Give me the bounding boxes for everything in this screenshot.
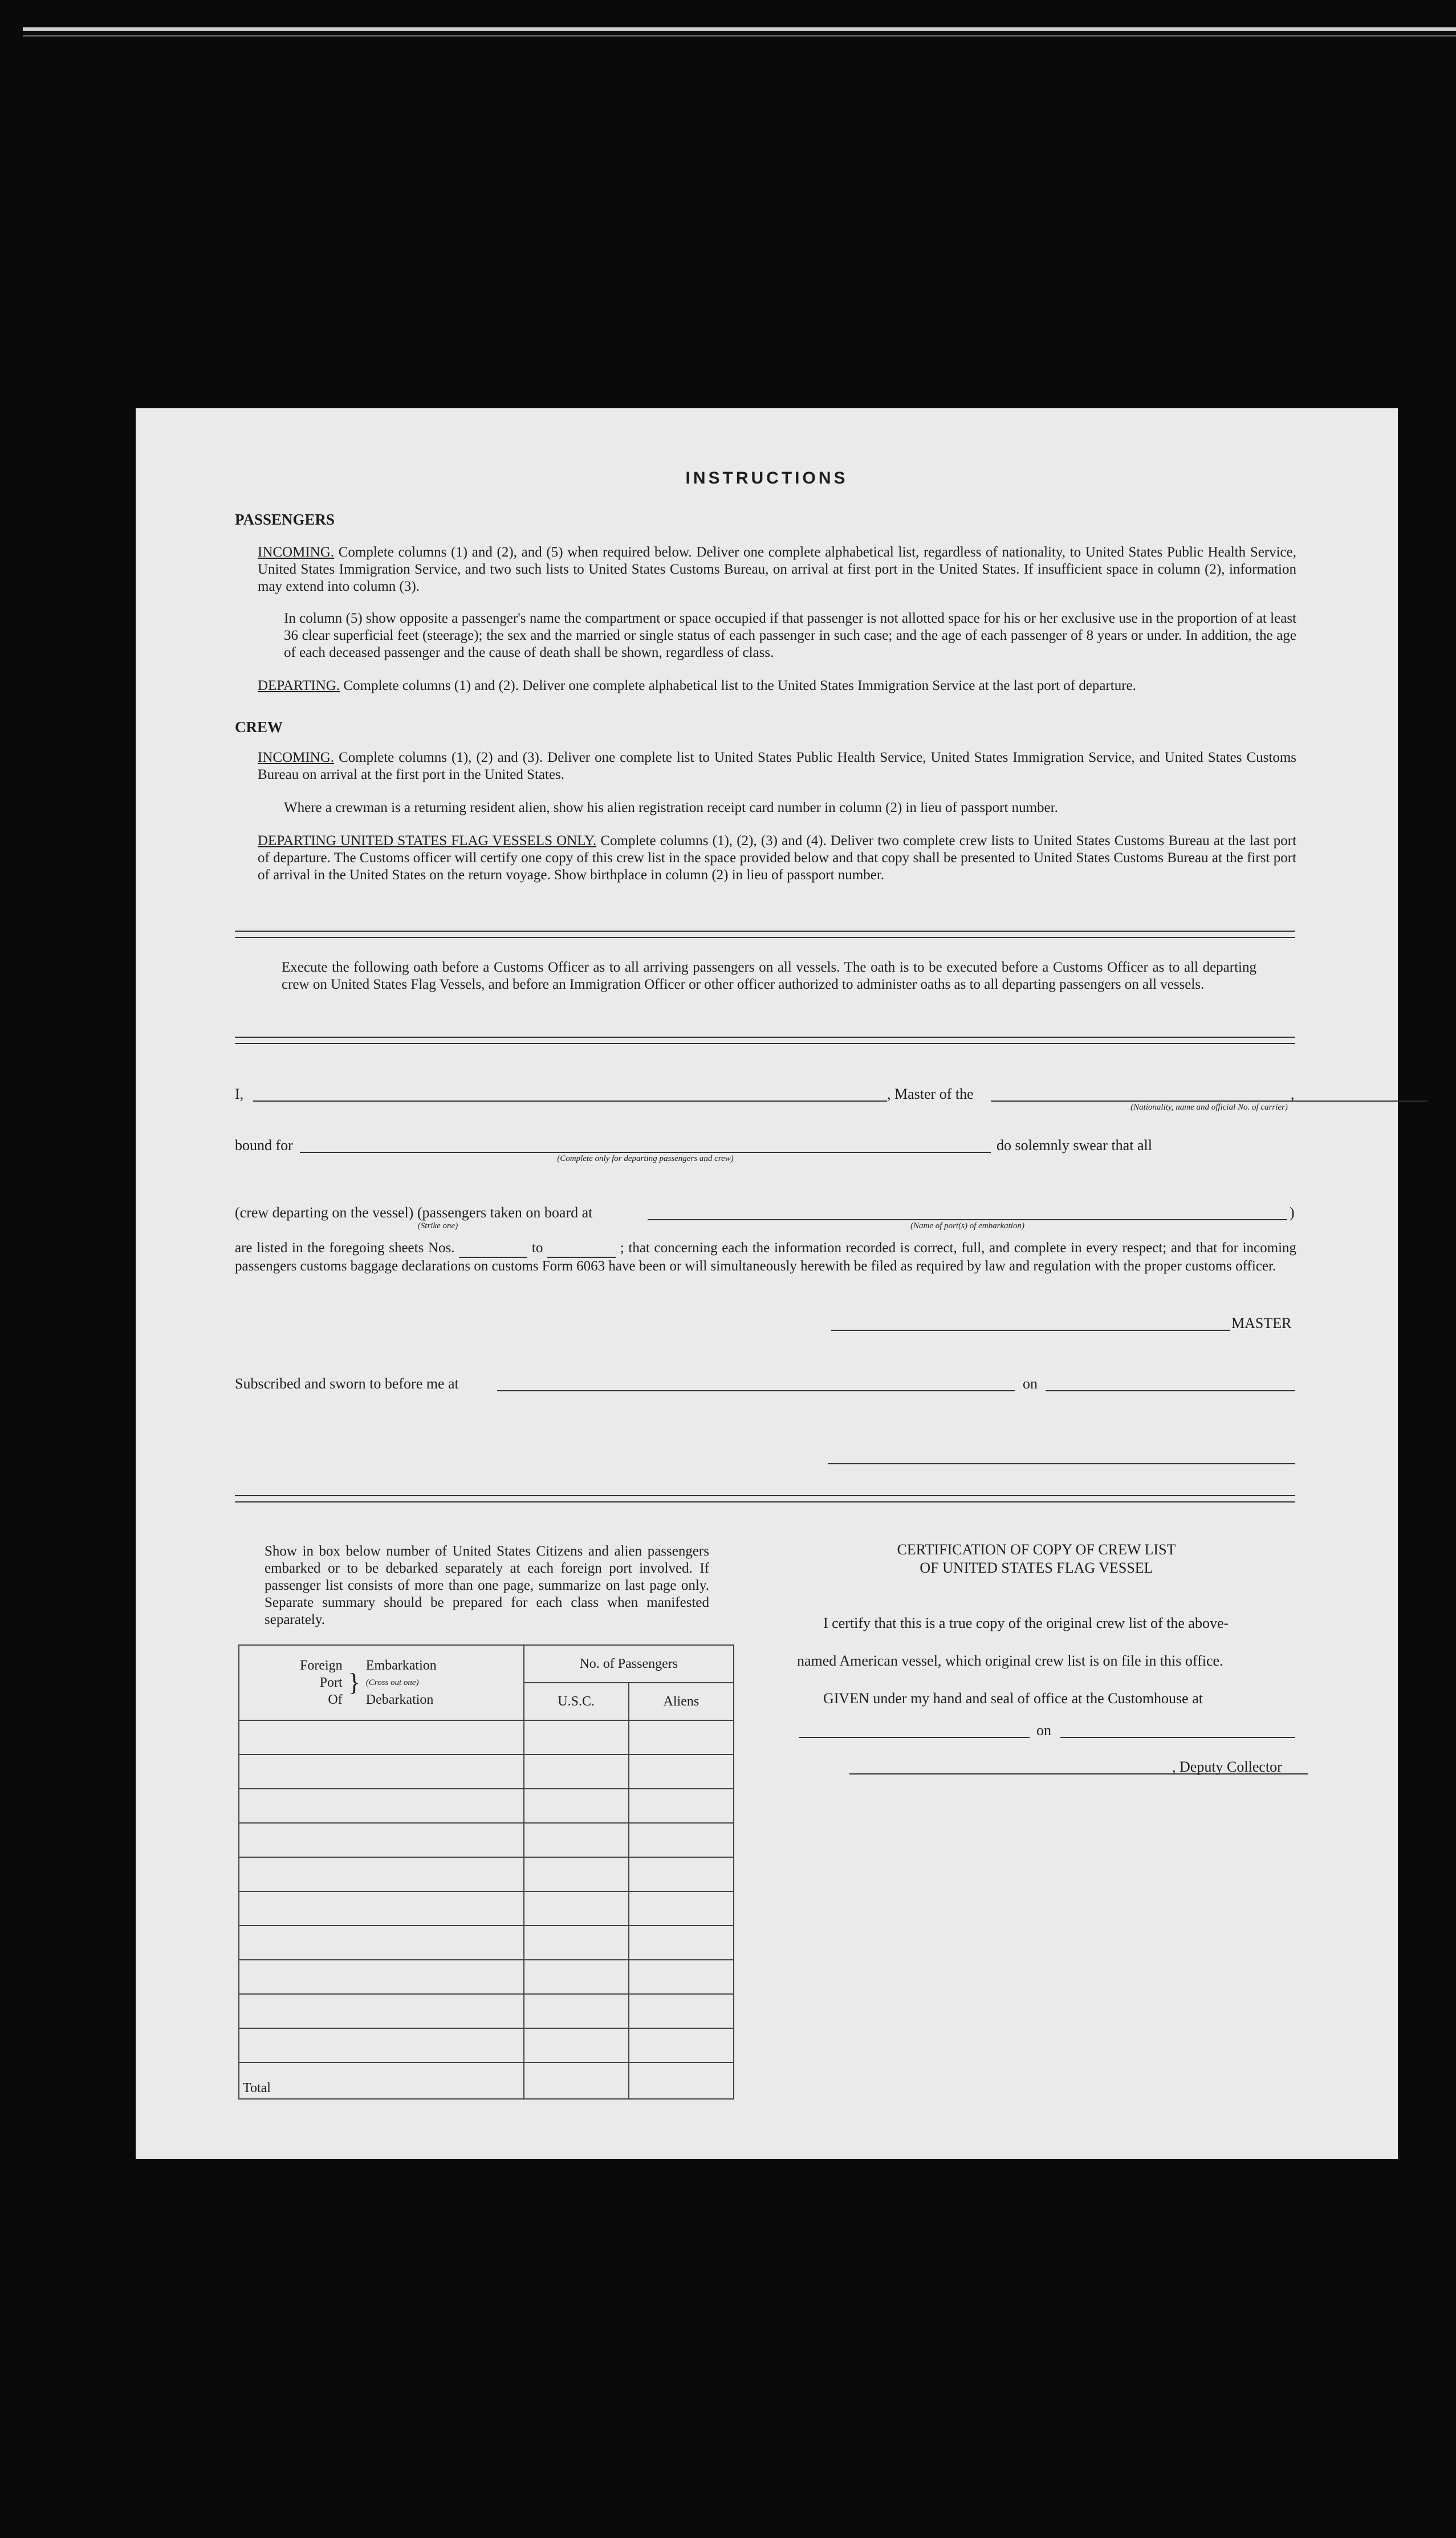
port-caption: (Name of port(s) of embarkation) (910, 1221, 1024, 1231)
listed-to: to (531, 1240, 543, 1256)
brace-icon: } (348, 1668, 360, 1696)
usc-cell[interactable] (524, 2028, 629, 2062)
port-label: Port (319, 1675, 343, 1690)
sworn-on-label: on (1023, 1375, 1038, 1392)
debarkation-label: Debarkation (365, 1692, 434, 1707)
aliens-cell[interactable] (629, 1994, 734, 2028)
total-aliens-cell[interactable] (629, 2062, 734, 2099)
port-cell[interactable] (239, 1891, 524, 1926)
no-passengers-header: No. of Passengers (524, 1645, 734, 1683)
section-divider (235, 931, 1295, 938)
passengers-departing (258, 677, 1296, 695)
usc-cell[interactable] (524, 1891, 629, 1926)
port-cell[interactable] (239, 1823, 524, 1857)
section-divider (235, 1495, 1295, 1503)
aliens-cell[interactable] (629, 1891, 734, 1926)
passengers-column5: In column (5) show opposite a passenger's name the compartment or space occupied if that passenger is not allotted space for his or her exclusive use in the proportion of at least 36 clear superficial feet (steerage); the sex and the married or single status of each passenger in such case; and the age of each passenger of 8 years or under. In addition, the age of each deceased passenger and the cause of death shall be shown, regardless of class. (284, 611, 1296, 660)
oath-close-paren: ) (1290, 1204, 1295, 1221)
officer-signature-field[interactable] (828, 1463, 1295, 1464)
customhouse-field[interactable] (799, 1737, 1030, 1738)
oath-swear: do solemnly swear that all (997, 1137, 1152, 1154)
table-row (239, 1891, 734, 1926)
sworn-date-field[interactable] (1046, 1390, 1295, 1391)
crew-incoming (258, 749, 1296, 783)
aliens-cell[interactable] (629, 1823, 734, 1857)
carrier-field[interactable] (991, 1101, 1427, 1102)
passengers-incoming-text: Complete columns (1) and (2), and (5) when required below. Deliver one complete alphabetical list, regardless of nationality, to United States Public Health Service, United States Immigration Service, and two such lists to United States Customs Bureau, on arrival at first port in the United States. If insufficient space in column (2), information may extend into column (3). (258, 545, 1297, 594)
crew-resident: Where a crewman is a returning resident alien, show his alien registration receipt card number in column (2) in lieu of passport number. (284, 800, 1058, 815)
table-row (239, 1994, 734, 2028)
certification-on: on (1036, 1722, 1051, 1739)
aliens-cell[interactable] (629, 1926, 734, 1960)
port-cell[interactable] (239, 2028, 524, 2062)
oath-crew-passengers: (crew departing on the vessel) (passengers taken on board at (235, 1204, 593, 1221)
usc-cell[interactable] (524, 1857, 629, 1891)
table-row (239, 1755, 734, 1789)
port-cell[interactable] (239, 1960, 524, 1994)
master-name-field[interactable] (253, 1101, 887, 1102)
bound-for-field[interactable] (300, 1152, 991, 1153)
carrier-caption: (Nationality, name and official No. of carrier) (1130, 1103, 1288, 1112)
certification-title-line2: OF UNITED STATES FLAG VESSEL (920, 1560, 1153, 1576)
passengers-departing-text: Complete columns (1) and (2). Deliver one complete alphabetical list to the United States Immigration Service at the last port of departure. (343, 678, 1136, 693)
sworn-location-field[interactable] (497, 1390, 1015, 1391)
subscribed-label: Subscribed and sworn to before me at (235, 1375, 459, 1392)
foreign-label: Foreign (300, 1658, 343, 1673)
table-row (239, 1720, 734, 1755)
table-row (239, 1823, 734, 1857)
crew-departing (258, 833, 1296, 884)
crew-departing-label: DEPARTING UNITED STATES FLAG VESSELS ONLY. (258, 833, 597, 848)
usc-cell[interactable] (524, 1755, 629, 1789)
port-cell[interactable] (239, 1755, 524, 1789)
listed-rest: ; that concerning each the information recorded is correct, full, and complete in every respect; and that for incoming passengers customs baggage declarations on customs Form 6063 have been or will simultaneously herewith be filed as required by law and regulation with the proper customs officer. (235, 1240, 1297, 1274)
sheet-from-field[interactable] (459, 1240, 527, 1258)
passengers-departing-label: DEPARTING. (258, 678, 340, 693)
usc-header: U.S.C. (524, 1683, 629, 1720)
oath-instruction: Execute the following oath before a Customs Officer as to all arriving passengers on all vessels. The oath is to be executed before a Customs Officer as to all departing crew on United States Flag Vessels, and before an Immigration Officer or other officer authorized to administer oaths as to all departing passengers on all vessels. (282, 960, 1256, 992)
crew-incoming-label: INCOMING. (258, 750, 335, 765)
crew-departing-text: Complete columns (1), (2), (3) and (4). Deliver two complete crew lists to United States Customs Bureau at the last port of departure. The Customs officer will certify one copy of this crew list in the space provided below and that copy shall be presented to United States Customs Bureau at the first port of arrival in the United States on the return voyage. Show birthplace in column (2) in lieu of passport number. (258, 833, 1297, 883)
table-row (239, 1960, 734, 1994)
scan-top-edge (23, 27, 1456, 31)
table-row (239, 1857, 734, 1891)
passengers-incoming (258, 544, 1296, 595)
usc-cell[interactable] (524, 1823, 629, 1857)
summary-instruction: Show in box below number of United States Citizens and alien passengers embarked or to be debarked separately at each foreign port involved. If passenger list consists of more than one page, summarize on last page only. Separate summary should be prepared for each class when manifested separately. (265, 1544, 709, 1627)
aliens-header: Aliens (629, 1683, 734, 1720)
bound-caption: (Complete only for departing passengers and crew) (557, 1154, 734, 1163)
usc-cell[interactable] (524, 1960, 629, 1994)
port-cell[interactable] (239, 1926, 524, 1960)
crew-heading: CREW (235, 718, 283, 736)
embarkation-port-field[interactable] (648, 1219, 1287, 1220)
page-title: INSTRUCTIONS (685, 469, 848, 488)
crew-incoming-text: Complete columns (1), (2) and (3). Deliver one complete list to United States Public Health Service, United States Immigration Service, and United States Customs Bureau on arrival at the first port in the United States. (258, 750, 1297, 782)
document-page (136, 408, 1398, 2159)
table-row (239, 1789, 734, 1823)
aliens-cell[interactable] (629, 1755, 734, 1789)
strike-caption: (Strike one) (417, 1221, 458, 1231)
oath-listed (235, 1240, 1296, 1275)
usc-cell[interactable] (524, 1926, 629, 1960)
certification-title-line1: CERTIFICATION OF COPY OF CREW LIST (897, 1541, 1176, 1558)
port-cell[interactable] (239, 1857, 524, 1891)
passengers-incoming-label: INCOMING. (258, 545, 335, 560)
usc-cell[interactable] (524, 1994, 629, 2028)
scan-top-edge-shadow (23, 35, 1456, 36)
cross-out-label: (Cross out one) (365, 1678, 419, 1687)
total-usc-cell[interactable] (524, 2062, 629, 2099)
master-signature-field[interactable] (831, 1330, 1230, 1331)
port-cell[interactable] (239, 1994, 524, 2028)
port-cell[interactable] (239, 1720, 524, 1755)
usc-cell[interactable] (524, 1789, 629, 1823)
oath-i-label: I, (235, 1086, 244, 1102)
oath-master-of: , Master of the (887, 1086, 974, 1102)
port-header-cell (239, 1645, 524, 1720)
passengers-heading: PASSENGERS (235, 511, 335, 528)
aliens-cell[interactable] (629, 1789, 734, 1823)
embarkation-label: Embarkation (365, 1658, 437, 1673)
total-label: Total (239, 2062, 524, 2099)
certification-title (808, 1541, 1264, 1577)
aliens-cell[interactable] (629, 2028, 734, 2062)
listed-prefix: are listed in the foregoing sheets Nos. (235, 1240, 455, 1256)
table-row (239, 2028, 734, 2062)
master-label: MASTER (1231, 1315, 1292, 1331)
total-row (239, 2062, 734, 2099)
certification-line2: named American vessel, which original crew list is on file in this office. (797, 1652, 1223, 1669)
of-label: Of (328, 1692, 343, 1707)
port-cell[interactable] (239, 1789, 524, 1823)
passenger-summary-table (238, 1644, 734, 2100)
table-row (239, 1926, 734, 1960)
sheet-to-field[interactable] (547, 1240, 616, 1258)
aliens-cell[interactable] (629, 1960, 734, 1994)
oath-bound-for: bound for (235, 1137, 293, 1154)
aliens-cell[interactable] (629, 1857, 734, 1891)
oath-comma: , (1291, 1086, 1295, 1102)
certification-line1: I certify that this is a true copy of the original crew list of the above- (823, 1615, 1229, 1631)
deputy-collector-label: , Deputy Collector (1172, 1759, 1282, 1775)
aliens-cell[interactable] (629, 1720, 734, 1755)
section-divider (235, 1037, 1295, 1044)
certification-date-field[interactable] (1060, 1737, 1295, 1738)
usc-cell[interactable] (524, 1720, 629, 1755)
certification-line3: GIVEN under my hand and seal of office at the Customhouse at (823, 1690, 1203, 1707)
